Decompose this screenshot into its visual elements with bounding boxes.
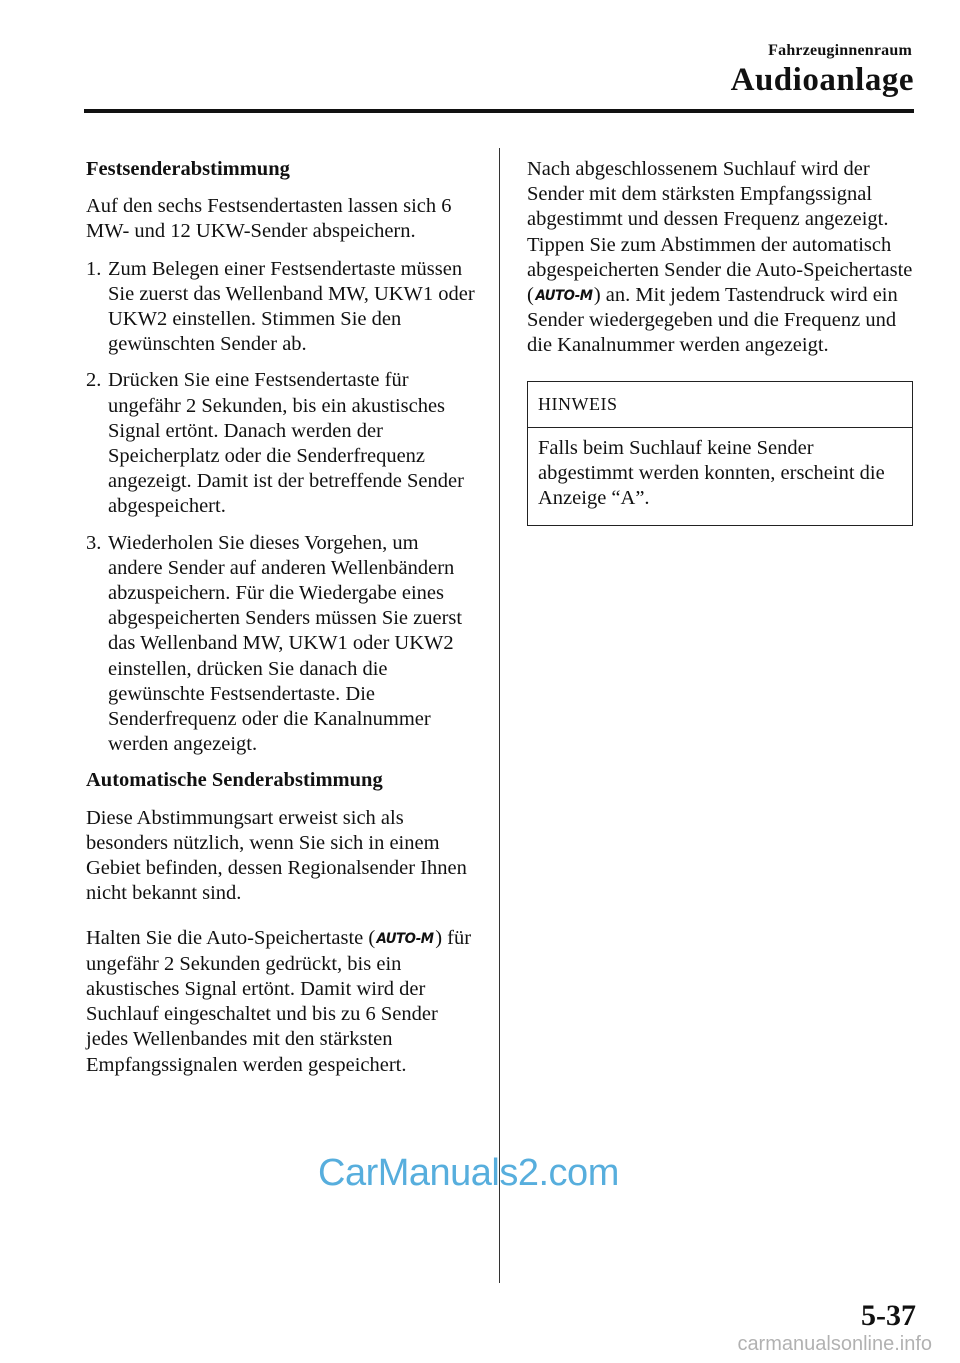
list-item — [86, 257, 478, 358]
note-box — [527, 381, 913, 527]
auto-m-button-icon: AUTO-M — [535, 288, 593, 305]
heading-auto-tuning: Automatische Senderabstimmung — [86, 769, 383, 792]
auto-m-button-icon: AUTO-M — [376, 931, 434, 948]
step-number: 2. — [86, 369, 102, 392]
list-item — [86, 368, 478, 519]
step-number: 1. — [86, 257, 102, 280]
auto-hold-paragraph — [86, 926, 478, 1077]
step-number: 3. — [86, 531, 102, 554]
auto-intro: Diese Abstimmungsart erweist sich als besonders nützlich, wenn Sie sich in einem Gebiet befinden, dessen Regionalsender Ihnen nicht bekannt sind. — [86, 806, 467, 905]
right-column — [527, 157, 919, 526]
auto-result-paragraph — [527, 157, 919, 359]
auto-hold-text-after: ) für ungefähr 2 Sekunden gedrückt, bis ein akustisches Signal ertönt. Damit wird der Suchlauf eingeschaltet und bis zu 6 Sender jedes Wellenbandes mit den stärksten Empfangssignalen werden gespeichert. — [86, 927, 472, 1076]
note-title: HINWEIS — [528, 382, 912, 428]
source-watermark: carmanualsonline.info — [737, 1333, 932, 1355]
left-column — [86, 157, 478, 1090]
auto-hold-text-before: Halten Sie die Auto-Speichertaste ( — [86, 927, 376, 950]
preset-steps-list — [86, 257, 478, 758]
column-divider — [499, 148, 500, 1283]
heading-preset-tuning: Festsenderabstimmung — [86, 158, 290, 180]
step-text: Wiederholen Sie dieses Vorgehen, um andere Sender auf anderen Wellenbändern abzuspeichern. Für die Wiedergabe eines abgespeicherten Senders müssen Sie zuerst das Wellenband MW, UKW1 oder UKW2 einstellen, drücken Sie danach die gewünschte Festsendertaste. Die Senderfrequenz oder die Kanalnummer werden angezeigt. — [108, 531, 463, 756]
auto-result-text-after: ) an. Mit jedem Tastendruck wird ein Sender wiedergegeben und die Frequenz und die Kanalnummer werden angezeigt. — [527, 284, 898, 357]
watermark: CarManuals2.com — [318, 1152, 619, 1194]
header-section-title: Fahrzeuginnenraum — [768, 42, 912, 59]
preset-intro: Auf den sechs Festsendertasten lassen sich 6 MW- und 12 UKW-Sender abspeichern. — [86, 195, 452, 243]
page-number: 5-37 — [861, 1299, 916, 1332]
note-body: Falls beim Suchlauf keine Sender abgestimmt werden konnten, erscheint die Anzeige “A”. — [538, 436, 885, 510]
header-chapter-title: Audioanlage — [730, 62, 914, 98]
header-rule — [84, 109, 914, 113]
step-text: Drücken Sie eine Festsendertaste für ungefähr 2 Sekunden, bis ein akustisches Signal ertönt. Danach werden der Speicherplatz oder die Senderfrequenz angezeigt. Damit ist der betreffende Sender abgespeichert. — [108, 369, 464, 518]
list-item — [86, 531, 478, 758]
auto-result-text-before: Nach abgeschlossenem Suchlauf wird der Sender mit dem stärksten Empfangssignal abgestimmt und dessen Frequenz angezeigt. Tippen Sie zum Abstimmen der automatisch abgespeicherten Sender die Auto-Speichertaste ( — [527, 158, 913, 307]
step-text: Zum Belegen einer Festsendertaste müssen Sie zuerst das Wellenband MW, UKW1 oder UKW2 einstellen. Stimmen Sie den gewünschten Sender ab. — [108, 257, 475, 356]
